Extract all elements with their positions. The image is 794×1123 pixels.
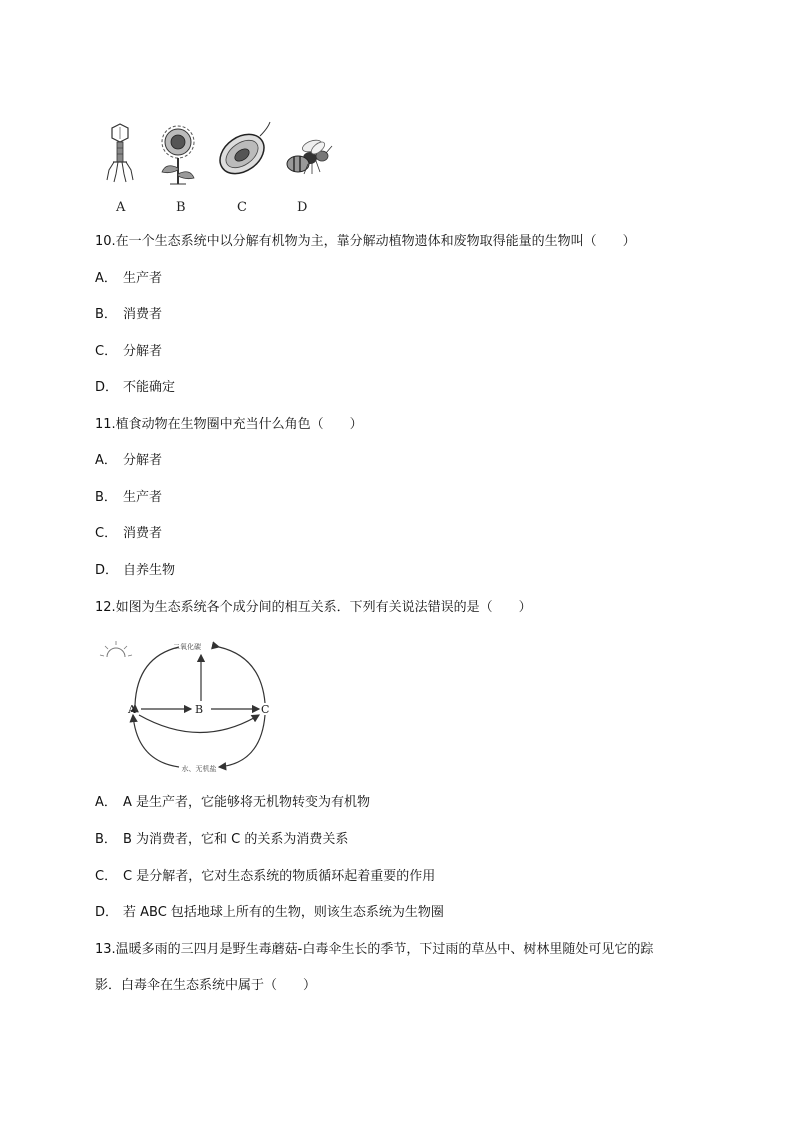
question-12-option-d[interactable] (95, 904, 444, 922)
option-text: 消费者 (123, 526, 163, 541)
option-text: 若 ABC 包括地球上所有的生物，则该生态系统为生物圈 (123, 905, 444, 920)
question-10-option-d[interactable] (95, 379, 175, 397)
figure-label-d: D (297, 200, 308, 215)
option-text: 不能确定 (123, 380, 176, 395)
diagram-node-c: C (261, 703, 270, 716)
question-11-option-d[interactable] (95, 562, 175, 580)
sunflower-icon (162, 126, 194, 184)
option-text: 生产者 (123, 271, 163, 286)
bacteriophage-icon (107, 124, 133, 182)
option-text: 生产者 (123, 490, 163, 505)
option-letter: D． (95, 380, 119, 395)
question-10-option-c[interactable] (95, 343, 162, 361)
option-letter: B． (95, 490, 117, 505)
ecosystem-cycle-diagram (95, 635, 285, 780)
organisms-figure (98, 118, 343, 218)
option-letter: D． (95, 563, 119, 578)
bee-icon (287, 138, 332, 174)
figure-label-c: C (237, 200, 247, 215)
option-text: A 是生产者，它能够将无机物转变为有机物 (123, 795, 371, 810)
option-letter: D． (95, 905, 119, 920)
question-12-stem: 12.如图为生态系统各个成分间的相互关系．下列有关说法错误的是（ ） (95, 600, 532, 615)
option-letter: C． (95, 344, 118, 359)
diagram-node-b: B (195, 703, 204, 716)
option-text: 分解者 (123, 453, 163, 468)
diagram-label-co2: 二氧化碳 (173, 643, 201, 651)
option-letter: A． (95, 795, 117, 810)
sun-icon (100, 641, 132, 657)
question-11-option-c[interactable] (95, 525, 162, 543)
option-letter: C． (95, 526, 118, 541)
diagram-label-water-salts: 水、无机盐 (181, 765, 217, 773)
option-letter: B． (95, 307, 117, 322)
question-10-stem: 10.在一个生态系统中以分解有机物为主，靠分解动植物遗体和废物取得能量的生物叫（ ） (95, 234, 636, 249)
option-text: 分解者 (123, 344, 163, 359)
cell-organism-icon (213, 122, 272, 182)
question-11-option-a[interactable] (95, 452, 162, 470)
question-11-stem: 11.植食动物在生物圈中充当什么角色（ ） (95, 417, 363, 432)
question-13-stem-line-1: 13.温暖多雨的三四月是野生毒蘑菇-白毒伞生长的季节，下过雨的草丛中、树林里随处可见它的踪 (95, 942, 654, 957)
option-letter: A． (95, 453, 117, 468)
option-text: B 为消费者，它和 C 的关系为消费关系 (123, 832, 349, 847)
question-11-option-b[interactable] (95, 489, 162, 507)
option-text: 自养生物 (123, 563, 176, 578)
question-12-option-c[interactable] (95, 868, 435, 886)
question-13-stem-line-2: 影．白毒伞在生态系统中属于（ ） (95, 978, 317, 993)
option-letter: A． (95, 271, 117, 286)
question-10-option-a[interactable] (95, 270, 162, 288)
option-text: 消费者 (123, 307, 163, 322)
question-10-option-b[interactable] (95, 306, 162, 324)
figure-label-a: A (116, 200, 126, 215)
diagram-node-a: A (128, 703, 136, 716)
question-12-option-b[interactable] (95, 831, 348, 849)
figure-label-b: B (176, 200, 186, 215)
option-text: C 是分解者，它对生态系统的物质循环起着重要的作用 (123, 869, 436, 884)
question-12-option-a[interactable] (95, 794, 370, 812)
option-letter: B． (95, 832, 117, 847)
option-letter: C． (95, 869, 118, 884)
